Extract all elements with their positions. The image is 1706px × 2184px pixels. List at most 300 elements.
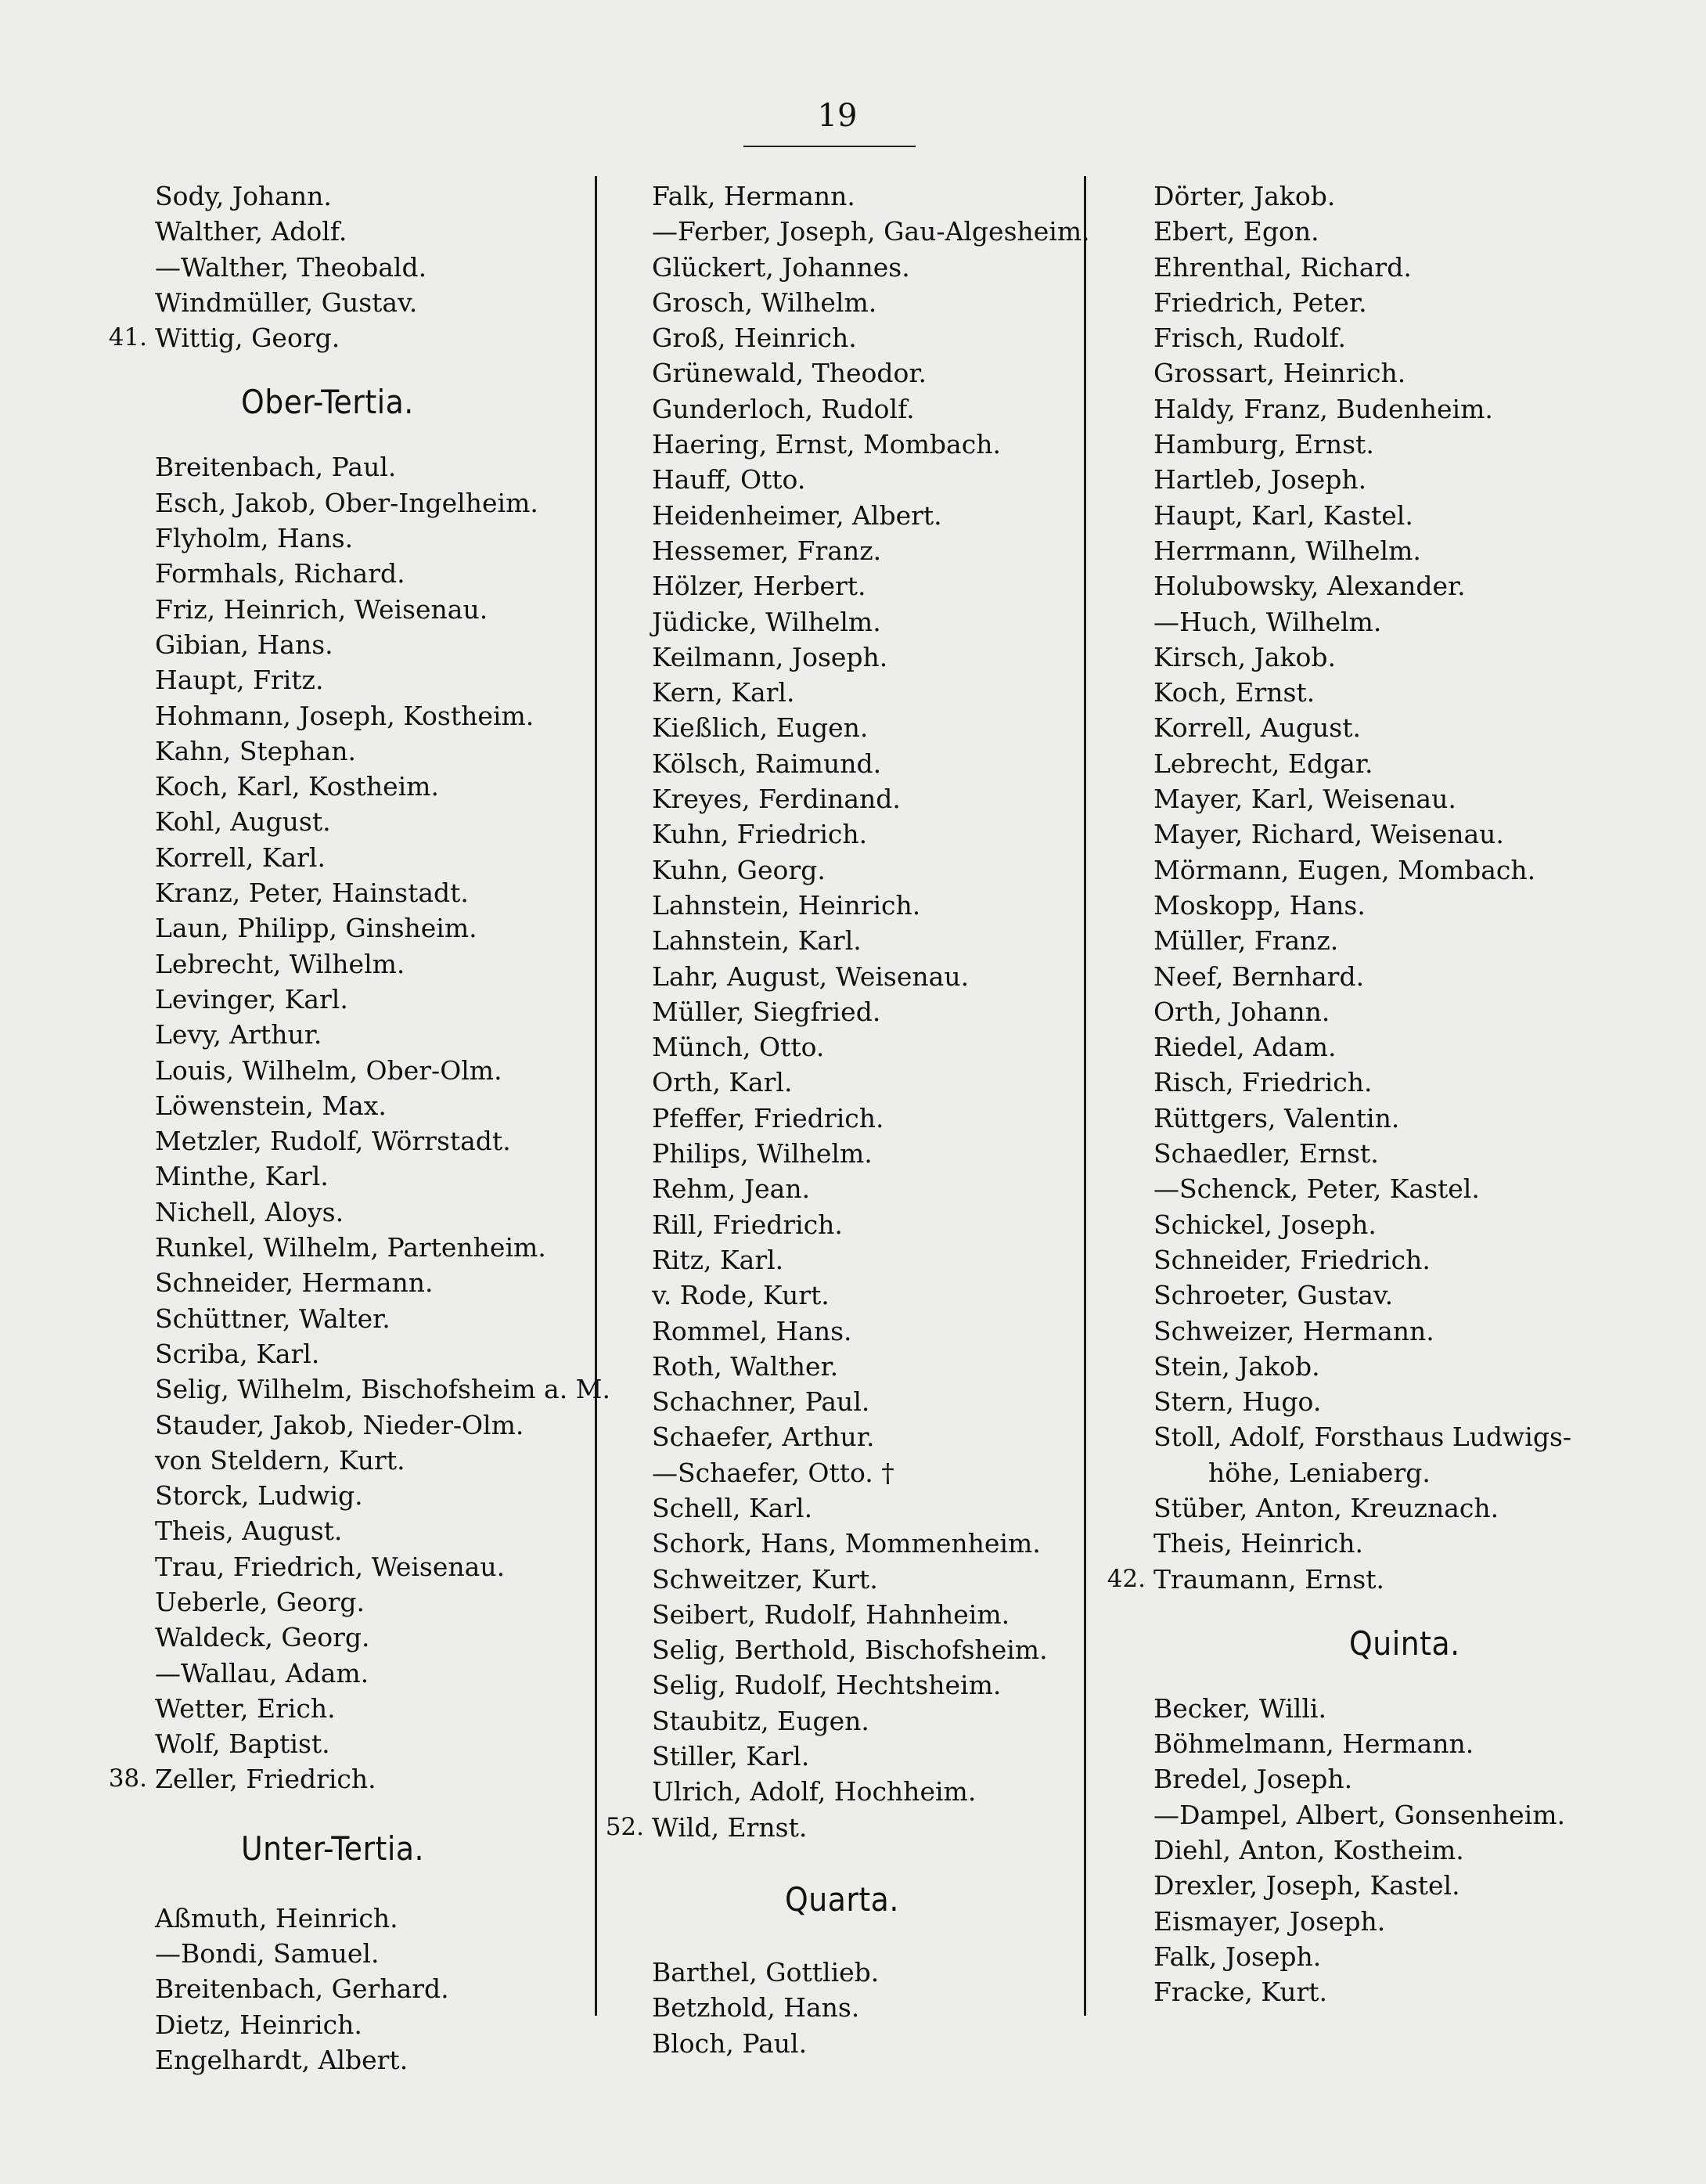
student-entry [652, 1455, 1090, 1490]
student-entry [155, 875, 610, 910]
student-name: Mayer, Karl, Weisenau. [1154, 784, 1456, 815]
student-entry [1154, 1974, 1571, 2009]
student-entry [652, 533, 1090, 568]
student-name: Ueberle, Georg. [155, 1586, 365, 1617]
student-name: Esch, Jakob, Ober-Ingelheim. [155, 487, 538, 518]
student-name: Sody, Johann. [155, 181, 332, 211]
student-entry [652, 1490, 1090, 1526]
student-name: Hohmann, Joseph, Kostheim. [155, 700, 534, 731]
student-name: Zeller, Friedrich. [155, 1764, 376, 1795]
class-total-count: 41. [108, 323, 147, 352]
student-name: Mayer, Richard, Weisenau. [1154, 819, 1504, 850]
student-name: Glückert, Johannes. [652, 251, 910, 283]
student-entry [652, 1384, 1090, 1419]
student-entry [155, 698, 610, 733]
student-entry [1154, 320, 1571, 355]
student-entry [652, 1136, 1090, 1171]
student-entry [155, 910, 610, 946]
student-entry [1154, 710, 1571, 745]
student-entry [652, 178, 1090, 214]
student-entry [155, 1407, 610, 1443]
student-entry [652, 1562, 1090, 1597]
student-name: Nichell, Aloys. [155, 1196, 344, 1227]
student-entry [155, 769, 610, 804]
student-name: Kohl, August. [155, 806, 331, 838]
ober-tertia-list [108, 449, 610, 1797]
student-name: Kuhn, Georg. [652, 854, 826, 885]
student-entry [1154, 178, 1571, 214]
student-entry [652, 214, 1090, 249]
student-name: Kießlich, Eugen. [652, 712, 869, 744]
student-entry [652, 1278, 1090, 1313]
student-name: Schell, Karl. [652, 1492, 813, 1523]
student-name: Lebrecht, Edgar. [1154, 748, 1373, 779]
student-name: Stein, Jakob. [1154, 1350, 1320, 1382]
section-heading-ober-tertia: Ober-Tertia. [241, 383, 414, 422]
student-entry [1154, 746, 1571, 781]
student-entry [1154, 994, 1571, 1029]
student-name: Hauff, Otto. [652, 464, 806, 496]
student-name: Wittig, Georg. [155, 323, 340, 354]
class-total-count: 42. [1107, 1564, 1146, 1593]
student-name: Metzler, Rudolf, Wörrstadt. [155, 1126, 511, 1157]
student-entry [652, 604, 1090, 640]
student-name: Betzhold, Hans. [652, 1992, 860, 2024]
student-entry [1154, 355, 1571, 391]
section-heading-unter-tertia: Unter-Tertia. [241, 1829, 424, 1868]
student-name: Schweizer, Hermann. [1154, 1315, 1434, 1346]
student-name: Herrmann, Wilhelm. [1154, 535, 1421, 566]
student-entry [652, 781, 1090, 816]
student-entry [1154, 1136, 1571, 1171]
student-name: Neef, Bernhard. [1154, 960, 1365, 992]
student-entry [155, 1443, 610, 1478]
student-entry [1154, 1384, 1571, 1419]
student-entry [155, 250, 610, 285]
student-entry [652, 285, 1090, 320]
student-name: Walther, Adolf. [155, 216, 347, 247]
student-entry [1154, 1833, 1571, 1868]
student-entry [1154, 888, 1571, 923]
student-entry [155, 1936, 610, 1971]
student-entry [1154, 1726, 1571, 1761]
student-name: —Ferber, Joseph, Gau-Algesheim. [652, 216, 1090, 247]
student-name: Philips, Wilhelm. [652, 1138, 873, 1169]
student-entry [652, 1101, 1090, 1136]
student-entry [1154, 250, 1571, 285]
student-entry [652, 1419, 1090, 1454]
student-entry [605, 1810, 1090, 1845]
student-entry [155, 1656, 610, 1691]
student-name: Orth, Johann. [1154, 996, 1330, 1027]
student-name: —Wallau, Adam. [155, 1657, 369, 1688]
student-name: Becker, Willi. [1154, 1692, 1326, 1724]
student-name: Grossart, Heinrich. [1154, 358, 1406, 389]
student-entry [652, 568, 1090, 604]
student-entry [652, 320, 1090, 355]
student-name: Schaefer, Arthur. [652, 1422, 875, 1453]
student-entry [652, 1703, 1090, 1739]
student-entry [155, 1371, 610, 1407]
student-name: Pfeffer, Friedrich. [652, 1102, 884, 1133]
unter-tertia-list [155, 1901, 610, 2078]
student-name: Levy, Arthur. [155, 1019, 322, 1051]
student-name: Trau, Friedrich, Weisenau. [155, 1551, 506, 1582]
student-entry [155, 1053, 610, 1088]
student-entry [652, 1739, 1090, 1774]
student-name: Louis, Wilhelm, Ober-Olm. [155, 1054, 502, 1086]
student-entry [155, 449, 610, 485]
student-entry [652, 923, 1090, 958]
student-entry [1154, 1490, 1571, 1526]
student-name: Stüber, Anton, Kreuznach. [1154, 1492, 1499, 1523]
student-name: Schneider, Hermann. [155, 1267, 434, 1299]
student-entry [155, 982, 610, 1017]
column-3 [1107, 178, 1572, 2010]
student-entry [155, 1159, 610, 1194]
student-name: Dörter, Jakob. [1154, 181, 1336, 211]
student-entry [1154, 675, 1571, 710]
student-entry [155, 178, 610, 214]
student-name: Stoll, Adolf, Forsthaus Ludwigs- [1154, 1422, 1572, 1453]
student-name: Schickel, Joseph. [1154, 1209, 1377, 1240]
quinta-list [1154, 1691, 1571, 2010]
student-name: Eismayer, Joseph. [1154, 1905, 1386, 1937]
student-name: Lahr, August, Weisenau. [652, 960, 970, 992]
student-entry [1154, 781, 1571, 816]
student-entry [155, 1971, 610, 2006]
student-entry [155, 485, 610, 521]
student-name: Stiller, Karl. [652, 1741, 810, 1772]
student-name: Müller, Franz. [1154, 925, 1339, 957]
student-name: Hölzer, Herbert. [652, 571, 866, 602]
student-name: Schneider, Friedrich. [1154, 1244, 1431, 1275]
student-name: —Schenck, Peter, Kastel. [1154, 1173, 1480, 1205]
student-name: Groß, Heinrich. [652, 323, 857, 354]
student-name: Ulrich, Adolf, Hochheim. [652, 1776, 977, 1807]
student-name: —Walther, Theobald. [155, 251, 427, 283]
student-name: Wolf, Baptist. [155, 1728, 330, 1760]
student-name: Holubowsky, Alexander. [1154, 571, 1466, 602]
student-name: Löwenstein, Max. [155, 1090, 387, 1121]
student-entry [652, 710, 1090, 745]
student-name: Rehm, Jean. [652, 1173, 811, 1205]
student-name: —Bondi, Samuel. [155, 1938, 380, 1970]
student-entry [155, 521, 610, 556]
student-name: Korrell, Karl. [155, 842, 326, 873]
column-1-intro-list [108, 178, 610, 355]
student-entry [652, 1955, 1090, 1990]
student-name: Heidenheimer, Albert. [652, 499, 942, 531]
student-entry [155, 1584, 610, 1620]
student-name: Ehrenthal, Richard. [1154, 251, 1412, 283]
student-name: Haupt, Fritz. [155, 665, 324, 696]
student-entry [1154, 816, 1571, 852]
student-entry [155, 804, 610, 839]
student-name: Kern, Karl. [652, 677, 795, 708]
student-name: Laun, Philipp, Ginsheim. [155, 913, 477, 944]
student-entry [652, 816, 1090, 852]
student-entry [155, 946, 610, 982]
student-name: Scriba, Karl. [155, 1338, 320, 1369]
student-name: Lebrecht, Wilhelm. [155, 948, 405, 979]
student-entry [1154, 923, 1571, 958]
student-entry [155, 592, 610, 627]
student-entry [155, 733, 610, 769]
student-name: Schroeter, Gustav. [1154, 1280, 1394, 1311]
student-entry [1154, 391, 1571, 427]
student-name: Theis, Heinrich. [1154, 1528, 1363, 1559]
student-name: Breitenbach, Gerhard. [155, 1973, 449, 2005]
student-name: Windmüller, Gustav. [155, 287, 418, 318]
student-entry [652, 852, 1090, 888]
student-entry [652, 746, 1090, 781]
student-name: Wild, Ernst. [652, 1811, 808, 1843]
student-name: Seibert, Rudolf, Hahnheim. [652, 1598, 1010, 1630]
student-name: Kahn, Stephan. [155, 735, 357, 766]
student-name: Kölsch, Raimund. [652, 748, 882, 779]
student-name: —Dampel, Albert, Gonsenheim. [1154, 1799, 1565, 1830]
student-entry [1154, 1904, 1571, 1939]
student-name: Grosch, Wilhelm. [652, 287, 877, 318]
header-rule [743, 146, 916, 147]
student-entry [155, 1478, 610, 1513]
student-entry [155, 662, 610, 697]
student-entry [1154, 1419, 1571, 1454]
student-entry [652, 640, 1090, 675]
student-entry [1154, 427, 1571, 462]
column-2-intro-list [605, 178, 1090, 1845]
student-name: Grünewald, Theodor. [652, 358, 927, 389]
student-name: Selig, Berthold, Bischofsheim. [652, 1634, 1048, 1666]
student-entry [1154, 1207, 1571, 1242]
student-entry [652, 427, 1090, 462]
student-name: Orth, Karl. [652, 1067, 793, 1098]
student-entry [1154, 1171, 1571, 1206]
student-name: Haldy, Franz, Budenheim. [1154, 393, 1493, 424]
student-name: Theis, August. [155, 1515, 343, 1547]
student-name: Koch, Ernst. [1154, 677, 1315, 708]
student-entry [155, 627, 610, 662]
student-entry [652, 1242, 1090, 1278]
column-2 [605, 178, 1090, 2061]
student-name: Stauder, Jakob, Nieder-Olm. [155, 1409, 524, 1440]
student-name: Schweitzer, Kurt. [652, 1563, 878, 1595]
student-name: —Huch, Wilhelm. [1154, 606, 1382, 637]
student-name: Koch, Karl, Kostheim. [155, 771, 439, 802]
student-entry [1154, 1455, 1571, 1490]
student-entry [652, 1314, 1090, 1349]
student-name: Ritz, Karl. [652, 1244, 784, 1275]
student-entry [155, 840, 610, 875]
student-name: Rill, Friedrich. [652, 1209, 843, 1240]
student-name: Levinger, Karl. [155, 983, 348, 1015]
student-entry [652, 1990, 1090, 2025]
student-entry [652, 355, 1090, 391]
student-entry [652, 462, 1090, 497]
student-entry [652, 1349, 1090, 1384]
student-name: Gunderloch, Rudolf. [652, 393, 915, 424]
student-name: Fracke, Kurt. [1154, 1977, 1328, 2008]
column-3-intro-list [1107, 178, 1572, 1597]
class-total-count: 52. [605, 1812, 644, 1841]
student-entry [1154, 462, 1571, 497]
quarta-list [652, 1955, 1090, 2061]
student-entry [155, 285, 610, 320]
student-entry [155, 2007, 610, 2042]
student-entry [155, 214, 610, 249]
student-name: Hamburg, Ernst. [1154, 429, 1374, 460]
student-entry [1154, 214, 1571, 249]
student-name: Friedrich, Peter. [1154, 287, 1367, 318]
student-name: Schüttner, Walter. [155, 1303, 391, 1334]
student-name: Traumann, Ernst. [1154, 1563, 1384, 1595]
student-name: Drexler, Joseph, Kastel. [1154, 1870, 1460, 1901]
student-name: Gibian, Hans. [155, 629, 333, 660]
student-entry [1154, 1691, 1571, 1726]
student-entry [155, 1620, 610, 1655]
student-entry [155, 1088, 610, 1123]
student-entry [155, 1513, 610, 1548]
student-name: Keilmann, Joseph. [652, 641, 888, 672]
student-name: Barthel, Gottlieb. [652, 1956, 880, 1988]
student-name: Kreyes, Ferdinand. [652, 784, 901, 815]
student-entry [652, 675, 1090, 710]
student-entry [1154, 1761, 1571, 1797]
student-name: Münch, Otto. [652, 1032, 825, 1063]
student-name: Jüdicke, Wilhelm. [652, 606, 881, 637]
page-number: 19 [817, 98, 858, 134]
student-entry [652, 498, 1090, 533]
student-entry [1154, 1939, 1571, 1974]
student-name: Formhals, Richard. [155, 558, 405, 589]
student-name: Müller, Siegfried. [652, 996, 881, 1027]
student-name: Aßmuth, Heinrich. [155, 1902, 398, 1934]
student-entry [1154, 1797, 1571, 1833]
student-entry [1154, 1101, 1571, 1136]
student-entry [1154, 1868, 1571, 1903]
section-heading-quarta: Quarta. [785, 1879, 899, 1919]
student-name: Moskopp, Hans. [1154, 889, 1366, 921]
student-name: höhe, Leniaberg. [1208, 1457, 1431, 1488]
student-entry [652, 1774, 1090, 1809]
student-entry [155, 1726, 610, 1761]
student-entry [652, 994, 1090, 1029]
student-name: v. Rode, Kurt. [652, 1280, 830, 1311]
student-entry [652, 391, 1090, 427]
student-entry [155, 2042, 610, 2078]
student-name: Waldeck, Georg. [155, 1622, 370, 1653]
student-entry [1154, 959, 1571, 994]
student-name: Roth, Walther. [652, 1350, 839, 1382]
student-entry [1154, 852, 1571, 888]
student-name: Frisch, Rudolf. [1154, 323, 1347, 354]
student-entry [652, 250, 1090, 285]
student-name: Minthe, Karl. [155, 1161, 329, 1192]
student-entry [155, 1691, 610, 1726]
student-name: Schaedler, Ernst. [1154, 1138, 1379, 1169]
student-entry [1154, 1029, 1571, 1065]
student-name: Hartleb, Joseph. [1154, 464, 1367, 496]
student-entry [652, 1526, 1090, 1561]
student-name: Bloch, Paul. [652, 2027, 808, 2059]
student-name: Ebert, Egon. [1154, 216, 1319, 247]
student-entry [1154, 1242, 1571, 1278]
column-1 [108, 178, 610, 2078]
student-name: Korrell, August. [1154, 712, 1361, 744]
student-name: Friz, Heinrich, Weisenau. [155, 593, 488, 625]
student-entry [652, 888, 1090, 923]
student-name: Bredel, Joseph. [1154, 1764, 1353, 1795]
student-name: Risch, Friedrich. [1154, 1067, 1373, 1098]
student-name: Diehl, Anton, Kostheim. [1154, 1835, 1464, 1866]
student-name: Schachner, Paul. [652, 1386, 870, 1418]
student-name: Hessemer, Franz. [652, 535, 882, 566]
student-entry [155, 1549, 610, 1584]
student-entry [155, 1017, 610, 1052]
student-entry [652, 1065, 1090, 1100]
student-name: Rommel, Hans. [652, 1315, 852, 1346]
student-entry [155, 1195, 610, 1230]
student-entry [652, 1207, 1090, 1242]
student-entry [1154, 1065, 1571, 1100]
student-name: Storck, Ludwig. [155, 1480, 363, 1512]
student-name: Riedel, Adam. [1154, 1032, 1337, 1063]
student-name: Engelhardt, Albert. [155, 2044, 409, 2075]
student-entry [1154, 640, 1571, 675]
student-name: Haupt, Karl, Kastel. [1154, 499, 1413, 531]
student-name: Rüttgers, Valentin. [1154, 1102, 1400, 1133]
student-entry [1154, 1314, 1571, 1349]
student-entry [1154, 498, 1571, 533]
student-entry [155, 1123, 610, 1159]
student-entry [1154, 568, 1571, 604]
student-name: Breitenbach, Paul. [155, 452, 397, 483]
student-entry [155, 1901, 610, 1936]
student-entry [1154, 533, 1571, 568]
student-name: Flyholm, Hans. [155, 523, 354, 554]
student-entry [108, 320, 610, 355]
student-entry [155, 1230, 610, 1265]
student-name: Staubitz, Eugen. [652, 1705, 869, 1736]
student-name: Kuhn, Friedrich. [652, 819, 868, 850]
class-total-count: 38. [108, 1764, 147, 1793]
student-name: Kranz, Peter, Hainstadt. [155, 878, 469, 909]
student-entry [652, 1171, 1090, 1206]
student-name: Lahnstein, Heinrich. [652, 889, 921, 921]
student-entry [652, 959, 1090, 994]
student-name: Selig, Wilhelm, Bischofsheim a. M. [155, 1374, 610, 1405]
student-entry [1154, 285, 1571, 320]
student-name: Dietz, Heinrich. [155, 2009, 362, 2040]
student-name: Haering, Ernst, Mombach. [652, 429, 1001, 460]
student-entry [1154, 1278, 1571, 1313]
student-name: Selig, Rudolf, Hechtsheim. [652, 1670, 1002, 1701]
student-entry [155, 1336, 610, 1371]
student-name: —Schaefer, Otto. † [652, 1457, 894, 1488]
student-entry [108, 1761, 610, 1797]
student-name: Böhmelmann, Hermann. [1154, 1728, 1474, 1760]
section-heading-quinta: Quinta. [1349, 1624, 1460, 1663]
student-entry [652, 2026, 1090, 2061]
student-entry [1154, 604, 1571, 640]
student-name: Falk, Hermann. [652, 181, 855, 211]
student-name: Schork, Hans, Mommenheim. [652, 1528, 1041, 1559]
student-name: Runkel, Wilhelm, Partenheim. [155, 1232, 546, 1263]
student-entry [1107, 1562, 1571, 1597]
student-entry [155, 1265, 610, 1300]
student-entry [652, 1597, 1090, 1632]
